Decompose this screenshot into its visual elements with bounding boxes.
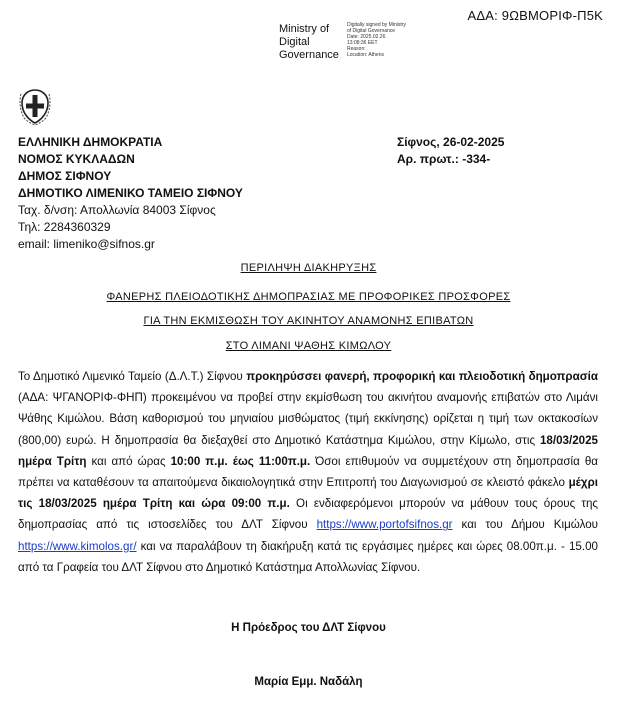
body-text: και από ώρας xyxy=(86,454,171,468)
issuer-line: ΔΗΜΟΤΙΚΟ ΛΙΜΕΝΙΚΟ ΤΑΜΕΙΟ ΣΙΦΝΟΥ xyxy=(18,186,243,200)
body-text: Οι ενδιαφερόμενοι μπορούν να μάθουν τους όρους της δημοπρασίας από τις ιστοσελίδες του ΔΛΤ Σίφνου xyxy=(18,497,599,532)
body-text: και του Δήμου Κιμώλου xyxy=(452,518,598,532)
signature-detail-line: Location: Athens xyxy=(347,52,384,58)
address-line: Ταχ. δ/νση: Απολλωνία 84003 Σίφνος xyxy=(18,203,216,217)
issuer-line: ΔΗΜΟΣ ΣΙΦΝΟΥ xyxy=(18,169,112,183)
body-text: Όσοι επιθυμούν να συμμετέχουν στη δημοπρασία θα πρέπει να καταθέσουν τα απαιτούμενα δικαιολογητικά στην Επιτροπή του Διαγωνισμού σε κλειστό φάκελο xyxy=(18,454,598,490)
signature-detail-line: of Digital Governance xyxy=(347,28,396,34)
signature-details xyxy=(347,22,406,58)
signature-organization xyxy=(279,23,339,62)
phone-line: Τηλ: 2284360329 xyxy=(18,220,111,234)
signature-detail-line: Digitally signed by Ministry xyxy=(347,22,406,28)
protocol-number: Αρ. πρωτ.: -334- xyxy=(397,152,491,166)
issuer-line: ΝΟΜΟΣ ΚΥΚΛΑΔΩΝ xyxy=(18,152,135,166)
signatory-title: Η Πρόεδρος του ΔΛΤ Σίφνου xyxy=(231,622,386,634)
email-line: email: limeniko@sifnos.gr xyxy=(18,237,155,251)
signature-detail-line: 13:08:36 EET xyxy=(347,40,378,46)
document-date: Σίφνος, 26-02-2025 xyxy=(397,135,505,149)
signature-org-line: Ministry of xyxy=(279,23,330,35)
signature-detail-line: Reason: xyxy=(347,46,366,52)
signature-org-line: Governance xyxy=(279,49,339,61)
ada-code: ΑΔΑ: 9ΩΒΜΟΡΙΦ-Π5Κ xyxy=(467,8,603,23)
issuer-block xyxy=(18,134,243,253)
doc-title: ΠΕΡΙΛΗΨΗ ΔΙΑΚΗΡΥΞΗΣ xyxy=(240,262,377,274)
doc-subtitle: ΦΑΝΕΡΗΣ ΠΛΕΙΟΔΟΤΙΚΗΣ ΔΗΜΟΠΡΑΣΙΑΣ ΜΕ ΠΡΟΦΟΡΙΚΕΣ ΠΡΟΣΦΟΡΕΣ xyxy=(106,291,511,303)
kimolos-link[interactable]: https://www.kimolos.gr/ xyxy=(18,539,137,553)
auction-hours: 10:00 π.μ. έως 11:00π.μ. xyxy=(170,454,311,468)
greek-coat-of-arms-icon xyxy=(16,86,54,126)
doc-subtitle: ΓΙΑ ΤΗΝ ΕΚΜΙΣΘΩΣΗ ΤΟΥ ΑΚΙΝΗΤΟΥ ΑΝΑΜΟΝΗΣ ΕΠΙΒΑΤΩΝ xyxy=(143,315,474,327)
portofsifnos-link[interactable]: https://www.portofsifnos.gr xyxy=(316,518,453,532)
body-text: και να παραλάβουν τη διακήρυξη κατά τις εργάσιμες ημέρες και ώρες 08.00π.μ. - 15.00 από τα Γραφεία του ΔΛΤ Σίφνου στο Δημοτικό Κατάστημα Απολλωνίας Σίφνου. xyxy=(18,539,598,574)
signature-org-line: Digital xyxy=(279,36,310,48)
signature-detail-line: Date: 2025.02.26 xyxy=(347,34,386,40)
body-text: (ΑΔΑ: ΨΓΑΝΟΡΙΦ-ΦΗΠ) προκειμένου να προβεί στην εκμίσθωση του ακινήτου αναμονής επιβατών στο Λιμάνι Ψάθης Κιμώλου. Βάση καθορισμού του μηνιαίου μισθώματος (τιμή εκκίνησης) ορίζεται η τιμή των οκτακοσίων (800,00) ευρώ. Η δημοπρασία θα διεξαχθεί στο Δημοτικό Κατάστημα Κιμώλου, στην Κίμωλο, στις xyxy=(18,391,598,447)
announcement-body xyxy=(18,366,598,578)
body-text: Το Δημοτικό Λιμενικό Ταμείο (Δ.Λ.Τ.) Σίφνου xyxy=(18,370,247,383)
signatory-name: Μαρία Εμμ. Ναδάλη xyxy=(254,676,363,688)
issuer-line: ΕΛΛΗΝΙΚΗ ΔΗΜΟΚΡΑΤΙΑ xyxy=(18,135,163,149)
submission-deadline: μέχρι τις 18/03/2025 ημέρα Τρίτη και ώρα 09:00 π.μ. xyxy=(18,476,598,511)
body-bold: προκηρύσσει φανερή, προφορική και πλειοδοτική δημοπρασία xyxy=(246,370,598,383)
auction-date: 18/03/2025 ημέρα Τρίτη xyxy=(18,433,598,468)
date-protocol-block xyxy=(397,134,504,168)
doc-subtitle: ΣΤΟ ΛΙΜΑΝΙ ΨΑΘΗΣ ΚΙΜΩΛΟΥ xyxy=(225,340,392,352)
